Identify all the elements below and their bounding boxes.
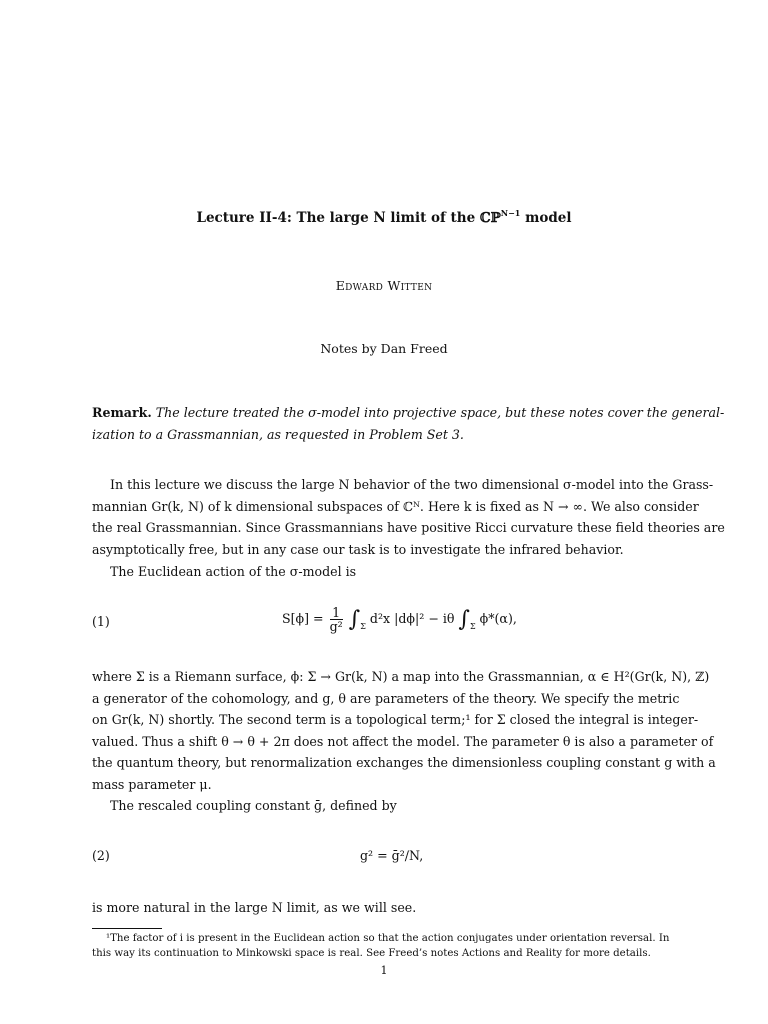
- eq1-fraction: [330, 606, 343, 633]
- page-number: 1: [380, 964, 388, 977]
- para3-line-3: on Gr(k, N) shortly. The second term is a topological term;¹ for Σ closed the integral is integer-: [92, 712, 699, 727]
- equation-2: g² = ḡ²/N,: [360, 848, 424, 863]
- para1-line-3: the real Grassmannian. Since Grassmannians have positive Ricci curvature these field theories are: [92, 520, 725, 535]
- para1-line-1: In this lecture we discuss the large N behavior of the two dimensional σ-model into the Grass-: [110, 477, 714, 492]
- title-text: Lecture II-4: The large N limit of the ℂℙ: [196, 210, 501, 226]
- equation-1: [282, 604, 517, 633]
- body-paragraph-3: [92, 666, 716, 795]
- body-paragraph-4: The rescaled coupling constant ḡ, defined by: [110, 798, 397, 813]
- footnote: [92, 931, 698, 961]
- author-name: Edward Witten: [335, 278, 433, 293]
- eq1-fraction-numerator: 1: [330, 606, 343, 620]
- body-paragraph-1: [92, 474, 725, 560]
- title-suffix: model: [520, 210, 572, 226]
- body-paragraph-2: The Euclidean action of the σ-model is: [110, 564, 357, 579]
- title-superscript: N−1: [500, 208, 521, 218]
- para1-line-4: asymptotically free, but in any case our task is to investigate the infrared behavior.: [92, 541, 624, 557]
- remark-block: [92, 402, 725, 445]
- eq1-lhs: S[ϕ] =: [282, 611, 324, 626]
- integral-sign-2: ∫: [458, 607, 470, 632]
- footnote-line-2: this way its continuation to Minkowski space is real. See Freed’s notes Actions and Reality for more details.: [92, 948, 651, 959]
- eq1-term-2: ϕ*(α),: [479, 611, 517, 626]
- remark-line-2: ization to a Grassmannian, as requested in Problem Set 3.: [92, 426, 464, 442]
- para3-line-5: the quantum theory, but renormalization exchanges the dimensionless coupling constant g with a: [92, 755, 716, 770]
- para3-line-1: where Σ is a Riemann surface, ϕ: Σ → Gr(k, N) a map into the Grassmannian, α ∈ H²(Gr(k, N), ℤ): [92, 669, 710, 684]
- body-paragraph-5: is more natural in the large N limit, as we will see.: [92, 900, 417, 915]
- remark-line-1: The lecture treated the σ-model into projective space, but these notes cover the general-: [155, 405, 725, 420]
- para3-line-2: a generator of the cohomology, and g, θ are parameters of the theory. We specify the metric: [92, 690, 680, 706]
- remark-label: Remark.: [92, 405, 152, 420]
- footnote-rule: [92, 928, 162, 929]
- paper-title: [0, 210, 768, 226]
- notes-credit: Notes by Dan Freed: [320, 341, 448, 356]
- eq1-fraction-denominator: g²: [329, 619, 343, 634]
- integral-sign-1: ∫: [348, 607, 361, 632]
- footnote-line-1: ¹The factor of i is present in the Euclidean action so that the action conjugates under orientation reversal. In: [106, 933, 670, 944]
- equation-1-number: (1): [92, 614, 110, 629]
- para3-line-6: mass parameter μ.: [92, 776, 212, 792]
- eq1-integral-sub-2: Σ: [469, 622, 476, 631]
- eq1-integral-sub-1: Σ: [360, 622, 366, 631]
- para1-line-2: mannian Gr(k, N) of k dimensional subspaces of ℂᴺ. Here k is fixed as N → ∞. We also consider: [92, 498, 699, 514]
- para3-line-4: valued. Thus a shift θ → θ + 2π does not affect the model. The parameter θ is also a parameter of: [92, 733, 714, 749]
- equation-2-number: (2): [92, 848, 110, 863]
- eq1-term-1: d²x |dϕ|² − iθ: [369, 611, 455, 626]
